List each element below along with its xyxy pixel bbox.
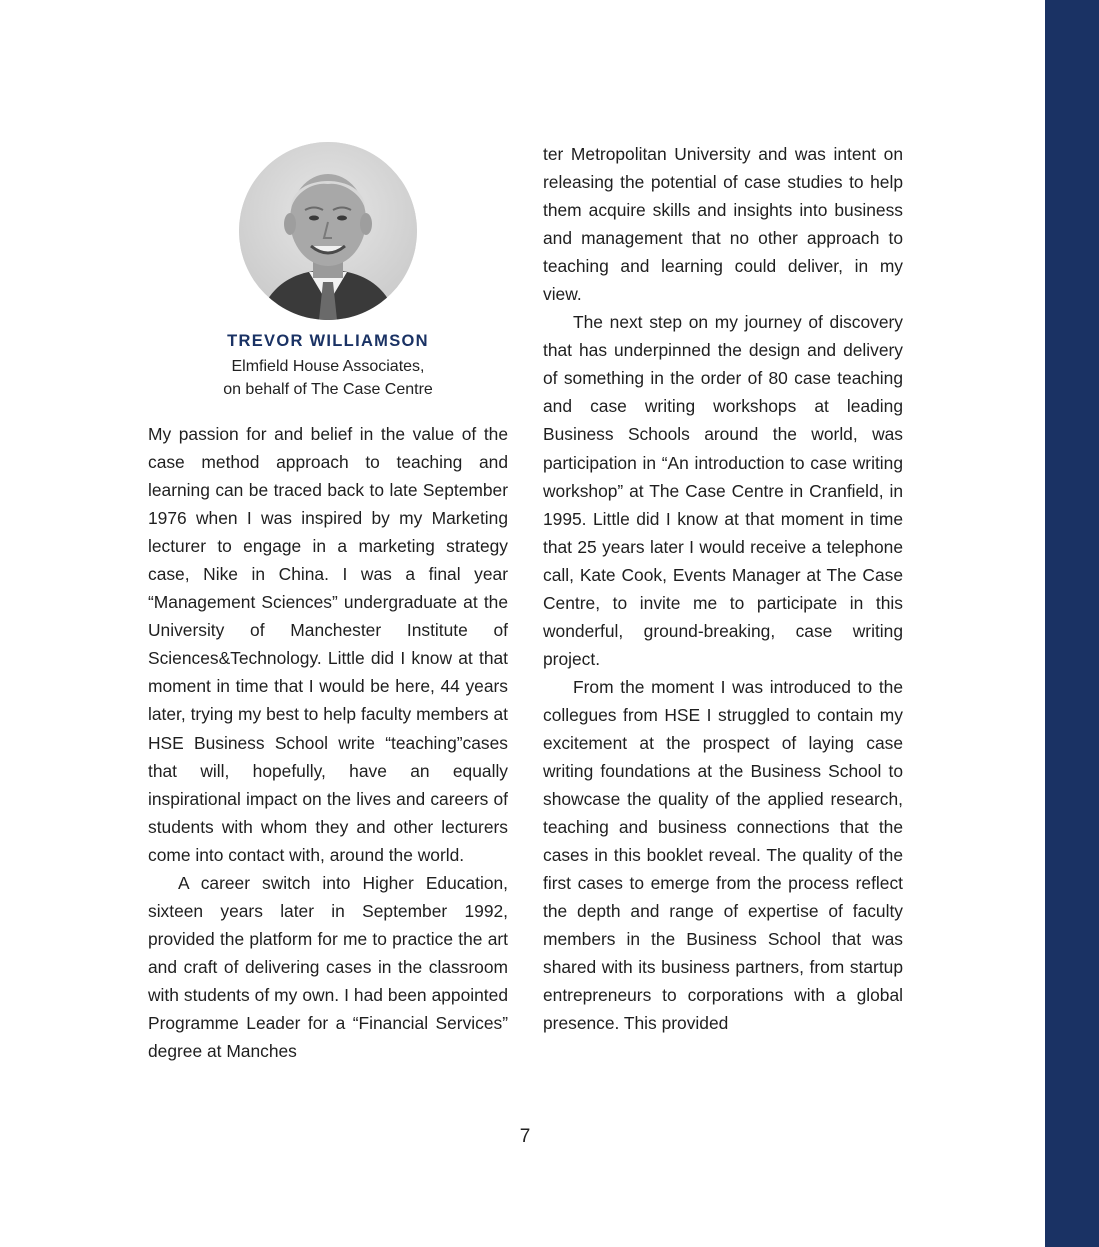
right-paragraph-1: ter Metropolitan University and was intent on releasing the potential of case studies to help them acquire skills and insights into business and management that no other approach to teaching and learning could deliver, in my view. — [543, 144, 903, 305]
author-block — [148, 140, 508, 401]
affiliation-line-1: Elmfield House Associates, — [231, 358, 425, 375]
left-paragraph-2: A career switch into Higher Education, sixteen years later in September 1992, provided the platform for me to practice the art and craft of delivering cases in the classroom with students of my own. I had been appointed Programme Leader for a “Financial Services” degree at Manches — [148, 872, 508, 1062]
right-text-column — [543, 140, 903, 1038]
affiliation-line-2: on behalf of The Case Centre — [223, 381, 433, 398]
left-paragraph-1: My passion for and belief in the value of the case method approach to teaching and learning can be traced back to late September 1976 when I was inspired by my Marketing lecturer to engage in a marketing strategy case, Nike in China. I was a final year “Management Sciences” undergraduate at the University of Manchester Institute of Sciences&Technology. Little did I know at that moment in time that I would be here, 44 years later, trying my best to help faculty members at HSE Business School write “teaching”cases that will, hopefully, have an equally inspirational impact on the lives and careers of students with whom they and other lecturers come into contact with, around the world. — [148, 424, 508, 865]
right-paragraph-2: The next step on my journey of discovery that has underpinned the design and delivery of something in the order of 80 case teaching and case writing workshops at leading Business Schools around the world, was participation in “An introduction to case writing workshop” at The Case Centre in Cranfield, in 1995. Little did I know at that moment in time that 25 years later I would receive a telephone call, Kate Cook, Events Manager at The Case Centre, to invite me to participate in this wonderful, ground-breaking, case writing project. — [543, 312, 903, 669]
author-affiliation — [148, 355, 508, 401]
page-number: 7 — [519, 1126, 531, 1147]
side-color-band — [1045, 0, 1099, 1247]
author-name: TREVOR WILLIAMSON — [227, 332, 429, 350]
portrait-illustration — [239, 142, 417, 320]
left-text-column — [148, 420, 508, 1065]
person-portrait-icon — [239, 142, 417, 320]
right-paragraph-3: From the moment I was introduced to the collegues from HSE I struggled to contain my excitement at the prospect of laying case writing foundations at the Business School to showcase the quality of the applied research, teaching and business connections that the cases in this booklet reveal. The quality of the first cases to emerge from the process reflect the depth and range of expertise of faculty members in the Business School that was shared with its business partners, from startup entrepreneurs to corporations with a global presence. This provided — [543, 676, 903, 1034]
